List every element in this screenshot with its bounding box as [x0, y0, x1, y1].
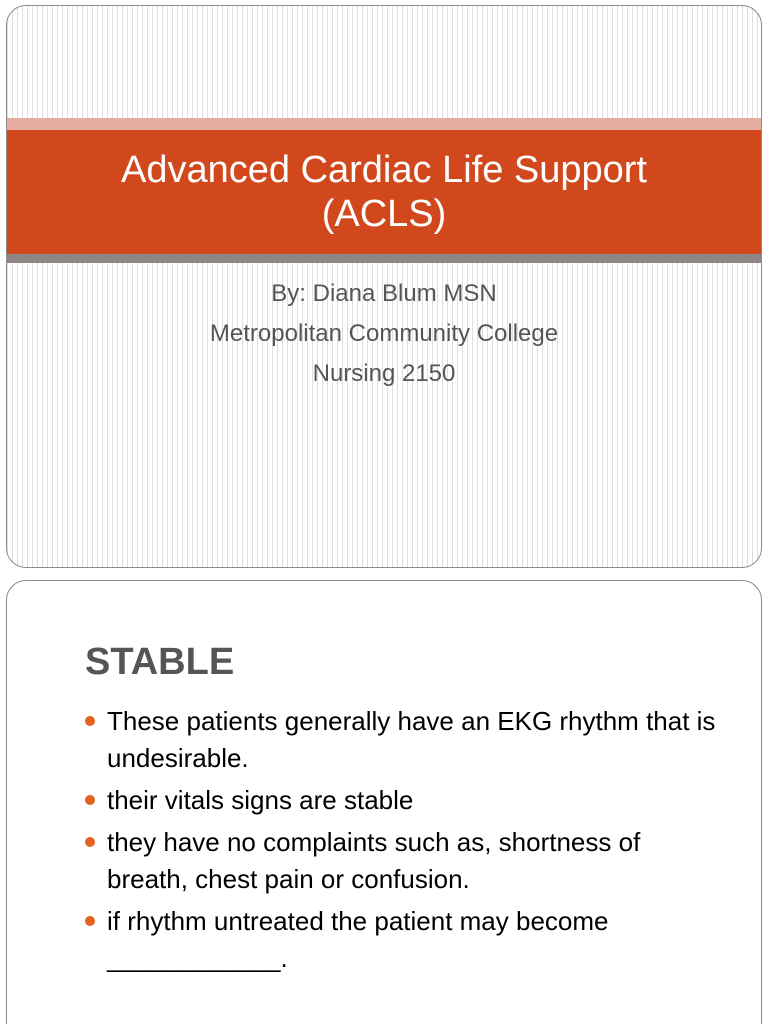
bullet-dot-icon: [85, 795, 95, 805]
bullet-item: [85, 903, 725, 977]
slide-subtitle: [7, 274, 761, 394]
bullet-dot-icon: [85, 837, 95, 847]
bullet-text: These patients generally have an EKG rhythm that is undesirable.: [107, 706, 716, 773]
title-top-strip: [7, 118, 761, 130]
title-bottom-strip: [7, 254, 761, 263]
bullet-item: [85, 782, 725, 819]
slide-title: [7, 148, 761, 236]
bullet-list: [85, 703, 725, 982]
slide-title-line-2: (ACLS): [321, 193, 447, 235]
slide-title-line-1: Advanced Cardiac Life Support: [121, 149, 647, 191]
bullet-item: [85, 703, 725, 777]
title-band: [7, 130, 761, 254]
content-slide: [6, 580, 762, 1024]
slide-heading: STABLE: [85, 641, 235, 683]
title-slide: [6, 5, 762, 568]
bullet-dot-icon: [85, 916, 95, 926]
author-line: By: Diana Blum MSN: [271, 280, 497, 307]
institution-line: Metropolitan Community College: [209, 320, 559, 347]
bullet-item: [85, 824, 725, 898]
bullet-dot-icon: [85, 716, 95, 726]
bullet-text: they have no complaints such as, shortness of breath, chest pain or confusion.: [107, 827, 641, 894]
bullet-text: if rhythm untreated the patient may become ____________.: [107, 906, 609, 973]
bullet-text: their vitals signs are stable: [107, 785, 414, 815]
course-line: Nursing 2150: [312, 360, 456, 387]
